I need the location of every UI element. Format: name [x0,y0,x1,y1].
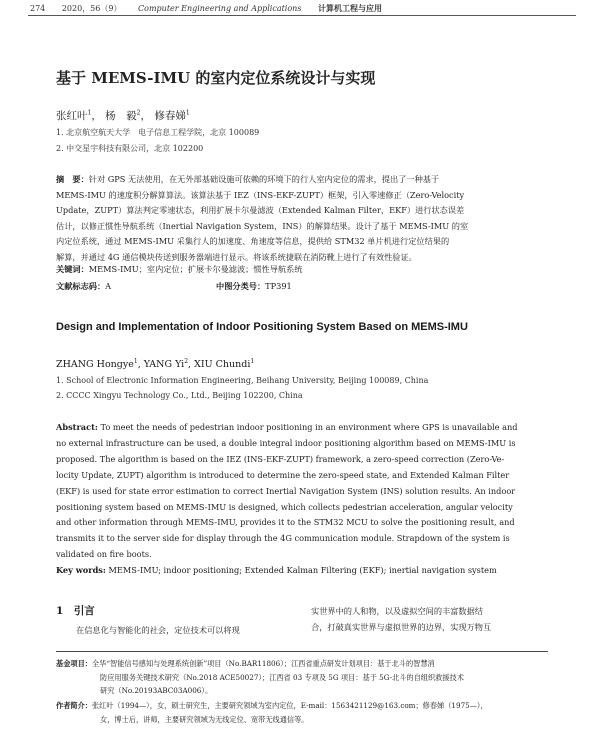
footnote-line: 女，博士后，讲师，主要研究领域为无线定位、宽带无线通信等。 [100,714,309,724]
en-authors: ZHANG Hongye$^1$, YANG Yi$^2$, XIU Chundi$^1$ [56,358,255,371]
header-rule [28,15,576,16]
author-affil-sup: 2 [136,109,141,117]
cn-authors: 张红叶$^1$， 杨 毅$^2$， 修春娣$^1$ [56,109,190,122]
abstract-line: Update，ZUPT）算法判定零速状态，利用扩展卡尔曼滤波（Extended Kalman Filter，EKF）进行状态误差 [56,205,465,216]
cn-keywords-text: MEMS-IMU；室内定位；扩展卡尔曼滤波；惯性导航系统 [88,264,303,274]
abstract-line: MEMS-IMU 的速度积分解算算法。该算法基于 IEZ（INS-EKF-ZUPT）框架，引入零速修正（Zero-Velocity [56,189,465,200]
cn-author-name: 杨 毅 [105,110,137,122]
abstract-line: 解算，并通过 4G 通信模块传送到服务器端进行显示。将该系统捷联在消防靴上进行了有效性验证。 [56,251,417,262]
cn-author-name: 张红叶 [56,110,88,122]
journal-issue: 2020，56（9） [61,4,122,13]
cn-abstract-label: 摘 要： [56,174,89,184]
cn-abstract [56,172,548,266]
cn-clc [216,281,292,292]
footnote-rule [56,651,548,652]
fund-label: 基金项目： [56,659,92,668]
author-affil-sup: 2 [184,358,189,365]
en-keywords [56,565,497,575]
en-title: Design and Implementation of Indoor Positioning System Based on MEMS-IMU [56,321,468,333]
page-number: 274 [30,4,46,13]
cn-affiliation: 2. 中交星宇科技有限公司，北京 102200 [56,144,204,153]
abstract-line: no external infrastructure can be used, a double integral indoor positioning algorithm based on MEMS-IMU is [56,437,516,448]
abstract-line: 摘 要：针对 GPS 无法使用，在无外部基础设施可依赖的环境下的行人室内定位的需求，提出了一种基于 [56,174,440,184]
doc-code-label: 文献标志码： [56,281,106,291]
en-affiliation: 1. School of Electronic Information Engineering, Beihang University, Beijing 100089, China [56,376,429,385]
author-footnote [56,699,552,726]
abstract-line: proposed. The algorithm is based on the IEZ (INS-EKF-ZUPT) framework, a zero-speed correction (Zero-Ve- [56,453,505,464]
cn-author-name: 修春娣 [154,110,186,122]
abstract-line: 内定位系统，通过 MEMS-IMU 采集行人的加速度、角速度等信息，提供给 STM32 单片机进行定位结果的 [56,236,450,247]
en-affiliation: 2. CCCC Xingyu Technology Co., Ltd., Beijing 102200, China [56,391,303,400]
abstract-line: positioning system based on MEMS-IMU is designed, which collects pedestrian acceleration, angular velocity [56,501,513,512]
cn-keywords [56,264,302,275]
cn-keywords-label: 关键词： [56,264,89,274]
doc-code-value: A [105,281,112,291]
cn-affiliation: 1. 北京航空航天大学 电子信息工程学院，北京 100089 [56,128,260,137]
section-number: 1 [56,605,64,617]
section-heading [56,603,95,618]
abstract-line: Abstract: To meet the needs of pedestrian indoor positioning in an environment where GPS is unavailable and [56,422,518,432]
en-keywords-text: MEMS-IMU; indoor positioning; Extended Kalman Filtering (EKF); inertial navigation system [108,565,497,575]
abstract-line: 估计，以修正惯性导航系统（Inertial Navigation System，INS）的解算结果。设计了基于 MEMS-IMU 的室 [56,220,469,231]
clc-label: 中图分类号： [216,281,266,291]
en-abstract [56,420,548,563]
left-column-text: 在信息化与智能化的社会，定位技术可以将现 [76,625,240,635]
abstract-line: locity Update, ZUPT) algorithm is introduced to determine the zero-speed state, and Extended Kalman Filter [56,469,510,480]
en-author-name: XIU Chundi [194,359,251,371]
en-author-name: ZHANG Hongye [56,359,134,371]
footnote-line: 防应用服务关键技术研究（No.2018 ACE50027）；江西省 03 专项及 5G 项目：基于 5G-北斗的自组织救援技术 [100,672,464,682]
abstract-line: and other information through MEMS-IMU, provides it to the STM32 MCU to solve the positioning result, and [56,517,515,528]
abstract-line: transmits it to the server side for display through the 4G communication module. Strapdown of the system is [56,533,510,544]
author-bio-label: 作者简介： [56,701,92,710]
body-line: 合，打破真实世界与虚拟世界的边界，实现万物互 [311,622,492,632]
abstract-line: (EKF) is used for state error estimation to correct Inertial Navigation System (INS) solution results. An indoor [56,485,516,496]
body-line: 实世界中的人和物，以及虚拟空间的丰富数据结 [311,606,483,616]
running-header [30,3,580,14]
author-affil-sup: 1 [133,358,138,365]
cn-doc-code [56,281,111,292]
footnote-line: 研究（No.20193ABC03A006）。 [100,686,213,695]
abstract-line: validated on fire boots. [56,549,152,560]
author-affil-sup: 1 [250,358,255,365]
author-affil-sup: 1 [185,109,190,117]
en-keywords-label: Key words: [56,565,106,575]
footnote-line: 基金项目：全华“智能信号感知与处理系统创新”项目（No.BAR11806）；江西省重点研发计划项目：基于北斗的智慧消 [56,659,435,668]
fund-footnote [56,657,552,698]
en-author-name: YANG Yi [143,359,185,371]
cn-title: 基于 MEMS-IMU 的室内定位系统设计与实现 [56,69,376,87]
section-title: 引言 [73,605,95,617]
right-column-text [311,603,491,635]
en-abstract-label: Abstract: [56,422,98,432]
footnote-line: 作者简介：张红叶（1994—），女，硕士研究生，主要研究领域为室内定位，E-mail：1563421129@163.com；修春娣（1975—）， [56,701,488,710]
author-affil-sup: 1 [87,109,92,117]
clc-value: TP391 [265,281,292,291]
journal-name-cn: 计算机工程与应用 [318,3,382,13]
journal-name-en: Computer Engineering and Applications [138,4,302,13]
